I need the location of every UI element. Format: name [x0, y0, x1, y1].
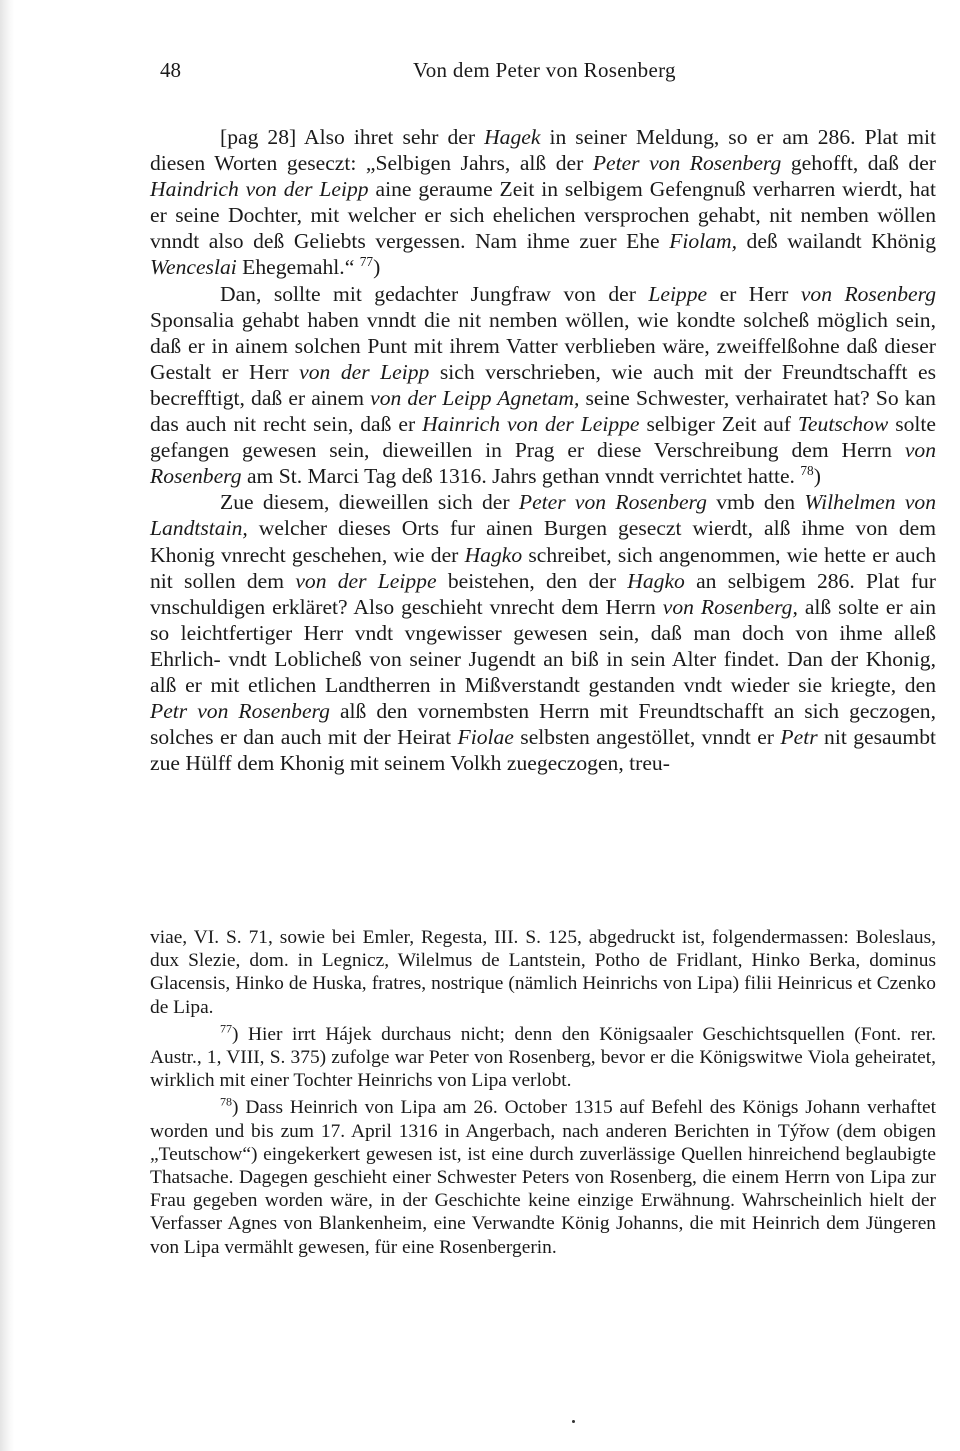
italic-name: Petr [780, 725, 818, 750]
italic-name: Wenceslai [150, 255, 237, 280]
running-title: Von dem Peter von Rosenberg [413, 58, 676, 82]
italic-name: Leippe [648, 281, 708, 306]
page-header [155, 58, 935, 88]
italic-name: Hagko [627, 568, 685, 593]
italic-name: Haindrich von der Leipp [150, 177, 369, 202]
paragraph-2: Dan, sollte mit gedachter Jungfraw von der Leippe er Herr von Rosenberg Sponsalia gehabt haben vnndt die nit nemben wöllen, wie kondte solcheß möglich sein, daß er in ainem solchen Punt mit ihrem Vatter verblieben wäre, zweiffelßohne daß dieser Gestalt er Herr von der Leipp sich verschrieben, wie auch mit der Freundtschafft es becrefftigt, daß er ainem von der Leipp Agnetam, seine Schwester, verhairatet hat? So kan das auch nit recht sein, daß er Hainrich von der Leippe selbiger Zeit auf Teutschow solte gefangen gewesen sein, dieweillen in Prag er diese Verschreibung dem Herrn von Rosenberg am St. Marci Tag deß 1316. Jahrs gethan vnndt verrichtet hatte. $^{78}$) [150, 281, 937, 489]
italic-name: von Rosenberg [150, 438, 936, 489]
paragraph-3: Zue diesem, dieweillen sich der Peter von Rosenberg vmb den Wilhelmen von Landtstain, welcher dieses Orts fur ainen Burgen geseczt wierdt, alß ihme von dem Khonig vnrecht geschehen, wie der Hagko schreibet, sich angenommen, wie hette er auch nit sollen dem von der Leippe beistehen, den der Hagko an selbigem 286. Plat fur vnschuldigen erkläret? Also geschieht vnrecht dem Herrn von Rosenberg, alß solte er ain so leichtfertiger Herr vndt vngewisser gewesen sein, daß man doch von ihme alleß Ehrlich- vndt Loblicheß von seiner Jugendt an biß in sein Alter findet. Dan der Khonig, alß er mit etlichen Landtherren in Mißverstandt gestanden vndt wieder sie kriegte, den Petr von Rosenberg alß den vornembsten Herrn mit Freundtschafft an sich geczogen, solches er dan auch mit der Heirat Fiolae selbsten angestöllet, vnndt er Petr nit gesaumbt zue Hülff dem Khonig mit seinem Volkh zuegeczogen, treu- [150, 490, 937, 776]
italic-name: von Rosenberg, [662, 594, 798, 619]
italic-name: Peter von Rosenberg [518, 490, 707, 515]
footnote-continued: viae, VI. S. 71, sowie bei Emler, Regesta, III. S. 125, abgedruckt ist, folgendermassen: Boleslaus, dux Slezie, dom. in Legnicz, Wilelmus de Lantstein, Potho de Fridlant, Hinko Berka, dominus Glacensis, Hinko de Huska, fratres, nostrique (nämlich Heinrichs von Lipa) filii Heinricus et Czenko de Lipa. [150, 927, 936, 1018]
italic-name: Petr von Rosenberg [150, 699, 330, 724]
main-text [150, 124, 936, 776]
footnote-78: $^{78}$) Dass Heinrich von Lipa am 26. October 1315 auf Befehl des Königs Johann verhaftet worden und bis zum 17. April 1316 in Angerbach, nach anderen Berichten in Týřow (dem obigen „Teutschow“) eingekerkert gewesen ist, ist eine durch zuverlässige Quellen hinreichend beglaubigte Thatsache. Dagegen geschieht einer Schwester Peters von Rosenberg, die einem Herrn von Lipa zur Frau gegeben worden wäre, in der Geschichte keine einzige Erwähnung. Wahrscheinlich hielt der Verfasser Agnes von Blankenheim, eine Verwandte König Johanns, die mit Heinrich dem Jüngeren von Lipa vermählt gewesen, für eine Rosenbergerin. [150, 1094, 936, 1258]
italic-name: von Rosenberg [800, 281, 936, 306]
footnote-marker: 77 [359, 254, 374, 270]
italic-name: von der Leipp [299, 359, 430, 384]
footnote-77: $^{77}$) Hier irrt Hájek durchaus nicht; denn den Königsaaler Geschichtsquellen (Font. rer. Austr., 1, VIII, S. 375) zufolge war Peter von Rosenberg, bevor er die Königswitwe Viola geheiratet, wirklich mit einer Tochter Heinrichs von Lipa verlobt. [150, 1021, 936, 1092]
italic-name: Hagko [464, 542, 523, 567]
italic-name: Teutschow [797, 412, 889, 437]
binding-shadow [0, 0, 14, 1451]
italic-name: Wilhelmen von Landtstain, [150, 490, 937, 541]
italic-name: von der Leippe [295, 568, 437, 593]
paragraph-1: [pag 28] Also ihret sehr der Hagek in seiner Meldung, so er am 286. Plat mit diesen Worten geseczt: „Selbigen Jahrs, alß der Peter von Rosenberg gehofft, daß der Haindrich von der Leipp aine geraume Zeit in selbigem Gefengnuß verharren wierdt, hat er seine Dochter, mit welcher er sich ehelichen versprochen gehabt, nit nemben wöllen vnndt also deß Geliebts vergessen. Nam ihme zuer Ehe Fiolam, deß wailandt Khönig Wenceslai Ehegemahl.“ $^{77}$) [150, 125, 937, 280]
italic-name: Fiolae [457, 725, 514, 750]
print-speck [572, 1420, 575, 1423]
footnote-marker: 78 [220, 1094, 233, 1109]
italic-name: Peter von Rosenberg [592, 151, 782, 176]
footnote-marker: 77 [220, 1021, 233, 1036]
italic-name: Hagek [484, 125, 541, 149]
footnote-marker: 78 [800, 463, 814, 479]
italic-name: Hainrich von der Leippe [422, 412, 640, 437]
footnotes [150, 926, 936, 1259]
italic-name: von der Leipp Agnetam, [370, 385, 580, 410]
italic-name: Fiolam, [669, 229, 737, 254]
page-number: 48 [160, 58, 181, 82]
